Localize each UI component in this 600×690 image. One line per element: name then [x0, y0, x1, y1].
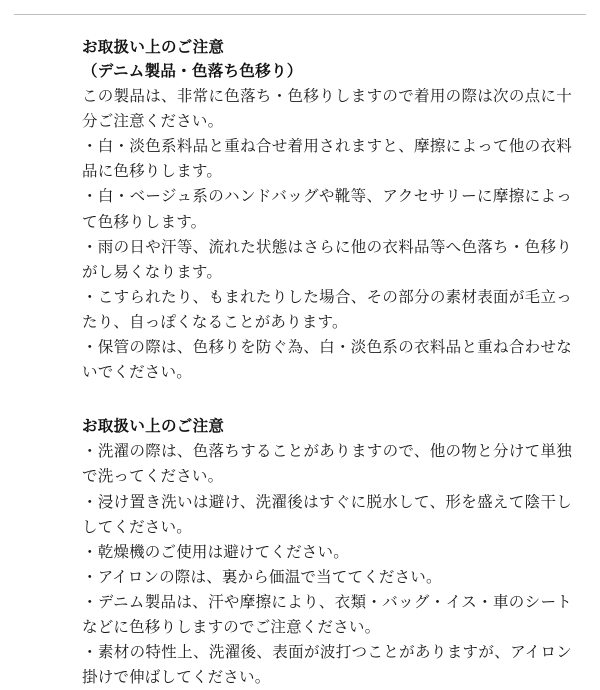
care-paragraph: ・洗濯の際は、色落ちすることがありますので、他の物と分けて単独で洗ってください。 [82, 443, 572, 486]
care-paragraph: ・こすられたり、もまれたりした場合、その部分の素材表面が毛立ったり、自っぽくなることがあります。 [82, 288, 572, 332]
care-section-denim [82, 36, 572, 385]
top-divider [14, 14, 586, 15]
care-paragraph: ・雨の日や汗等、流れた状態はさらに他の衣料品等へ色落ち・色移りがし易くなります。 [82, 238, 572, 281]
care-paragraph: ・保管の際は、色移りを防ぐ為、白・淡色系の衣料品と重ね合わせないでください。 [82, 339, 572, 382]
care-paragraph: ・浸け置き洗いは避け、洗濯後はすぐに脱水して、形を盛えて陰干ししてください。 [82, 493, 572, 536]
section-heading: お取扱い上のご注意 [82, 418, 225, 436]
care-paragraph: ・アイロンの際は、裏から価温で当ててください。 [82, 568, 442, 586]
care-section-washing [82, 415, 572, 690]
care-paragraph: ・白・ベージュ系のハンドバッグや靴等、アクセサリーに摩擦によって色移りします。 [82, 188, 572, 231]
document-content [82, 36, 572, 690]
section-subheading: （デニム製品・色落ち色移り） [82, 63, 303, 81]
care-paragraph: ・デニム製品は、汗や摩擦により、衣類・バッグ・イス・車のシートなどに色移りしますのでご注意ください。 [82, 594, 572, 637]
care-paragraph: ・素材の特性上、洗濯後、表面が波打つことがありますが、アイロン掛けで伸ばしてください。 [82, 644, 572, 687]
section-heading: お取扱い上のご注意 [82, 39, 225, 56]
care-paragraph: ・白・淡色系料品と重ね合せ着用されますと、摩擦によって他の衣料品に色移りします。 [82, 138, 572, 181]
care-paragraph: この製品は、非常に色落ち・色移りしますので着用の際は次の点に十分ご注意ください。 [82, 88, 572, 131]
section-spacer [82, 405, 572, 415]
care-paragraph: ・乾燥機のご使用は避けてください。 [82, 543, 349, 561]
